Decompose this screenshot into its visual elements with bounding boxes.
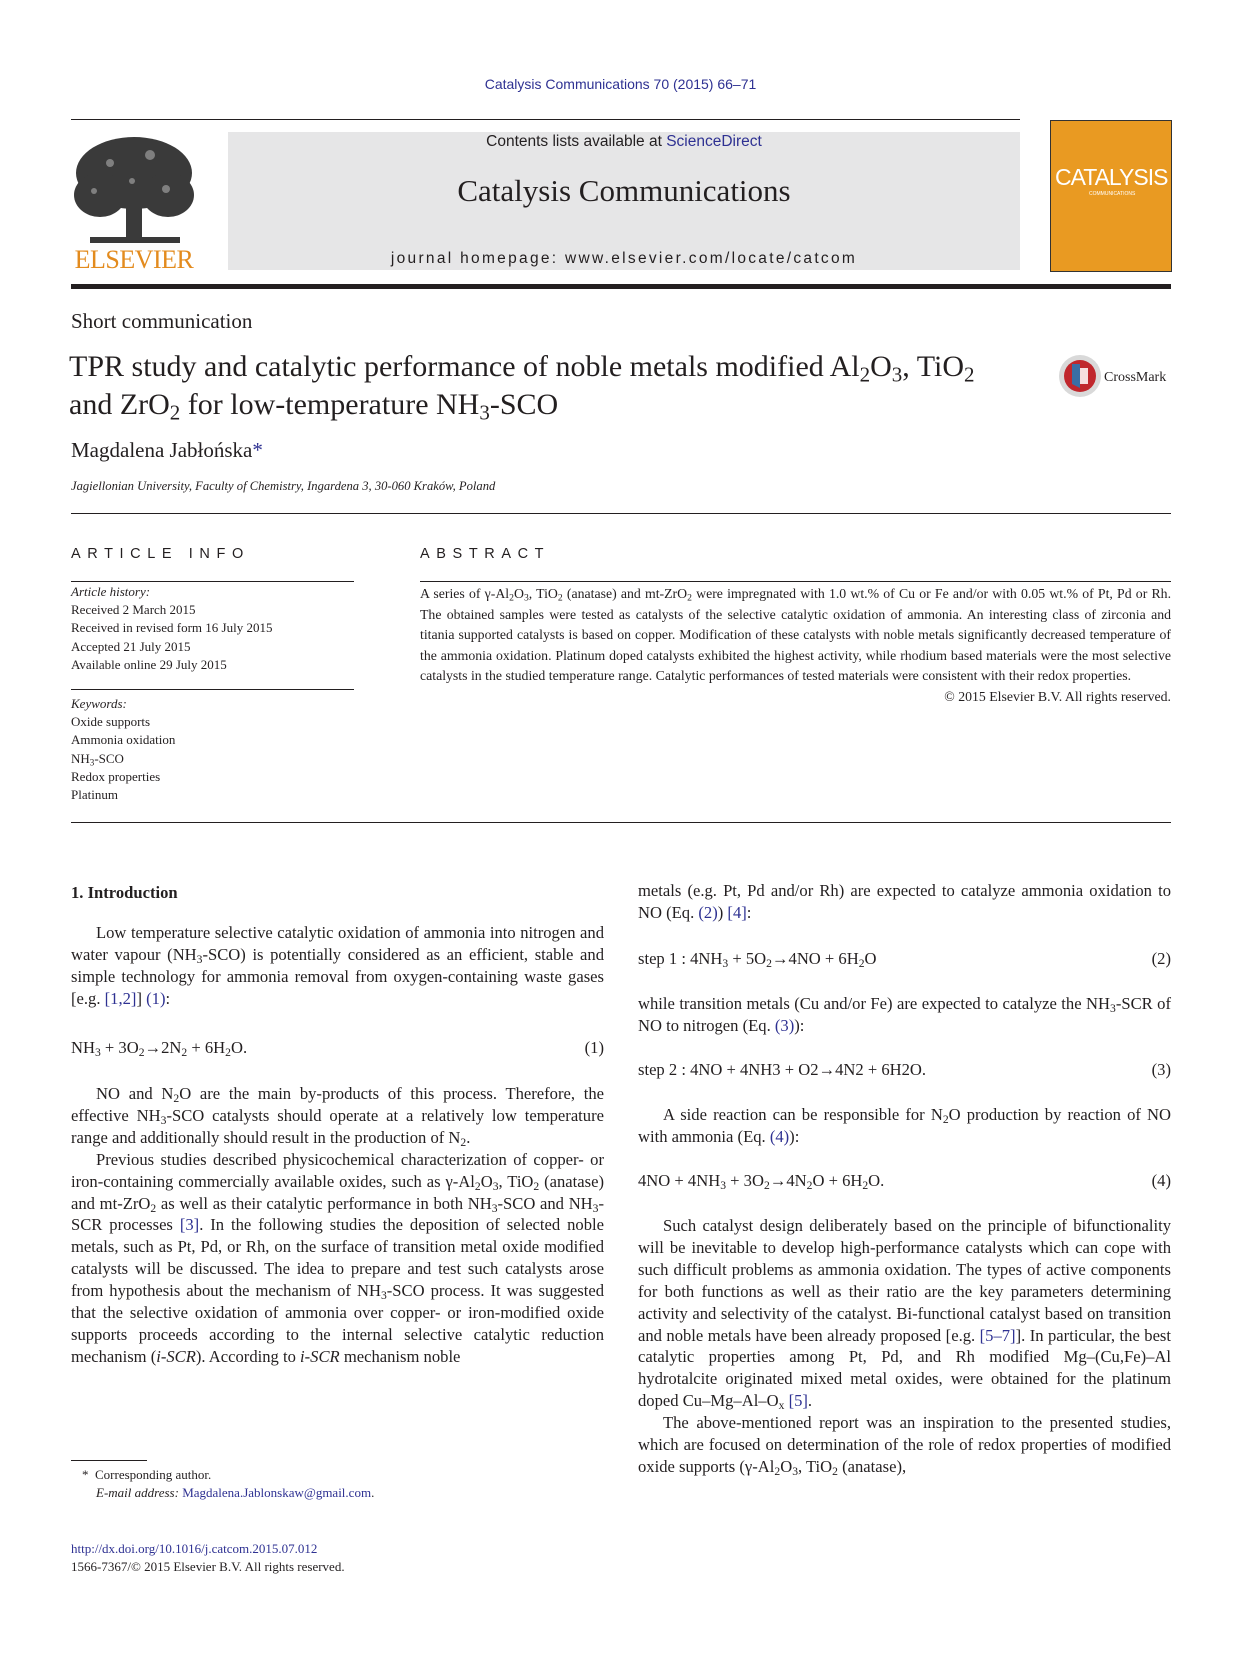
journal-name: Catalysis Communications (457, 173, 791, 208)
footnote-mark: * (82, 1467, 89, 1482)
equation-link[interactable]: (2) (698, 902, 718, 922)
online-date: Available online 29 July 2015 (71, 656, 227, 672)
equation-link[interactable]: (1) (146, 988, 166, 1008)
abstract-body: A series of $\gamma-Al_2O_3$, TiO$_2$ (anatase) and mt-ZrO$_2$ were impregnated with 1.0 wt.% of Cu or Fe and/or with 0.05 wt.% of Pt, Pd or Rh. The obtained samples were tested as catalysts of the selective catalytic oxidation of ammonia. An interesting class of zirconia and titania supported catalysts is based on copper. Modification of these catalysts with noble metals significantly decreased temperature of the ammonia oxidation. Platinum doped catalysts exhibited the highest activity, while rhodium based materials were the most selective catalysts in the studied temperature range. Catalytic performances of tested materials were consistent with their redox properties. © 2015 Elsevier B.V. All rights reserved. (420, 584, 1171, 707)
footnote: * Corresponding author. E-mail address: Magdalena.Jablonskaw@gmail.com. (82, 1467, 375, 1500)
author-affiliation: Jagiellonian University, Faculty of Chemistry, Ingardena 3, 30-060 Kraków, Poland (71, 479, 496, 493)
revised-date: Received in revised form 16 July 2015 (71, 620, 273, 636)
citation-link[interactable]: [3] (179, 1215, 200, 1235)
article-history (71, 583, 354, 674)
divider (71, 822, 1171, 823)
paragraph: Such catalyst design deliberately based on the principle of bifunctionality will be inevitable to develop high-performance catalysts which can cope with such difficult problems as ammonia oxidation. The types of active components for both functions as well as their ratio are the key parameters determining activity and selectivity of the catalyst. Bi-functional catalyst based on transition and noble metals have been already proposed [e.g. [5–7]]. In particular, the best catalytic properties among Pt, Pd, and Rh modified Mg–(Cu,Fe)–Al hydrotalcite originated mixed metal oxides, were obtained for the platinum doped $Cu-Mg-Al-O_x$ [5]. The above-mentioned report was an inspiration to the presented studies, which are focused on determination of the role of redox properties of modified oxide supports ($\gamma-Al_2O_3$, TiO$_2$ (anatase), (638, 1216, 1171, 1478)
accepted-date: Accepted 21 July 2015 (71, 638, 191, 654)
equation-number: (2) (1151, 949, 1171, 968)
cover-subtitle: COMMUNICATIONS (1089, 191, 1136, 197)
elsevier-wordmark: ELSEVIER (74, 245, 194, 274)
equation-link[interactable]: (4) (769, 1126, 790, 1146)
footnote-label: Corresponding author. (95, 1467, 212, 1482)
citation-link[interactable]: [5] (788, 1391, 808, 1411)
keyword: $NH_3$-SCO (71, 750, 124, 767)
equation-1: $NH_3 + 3O_2\to 2N_2 + 6H_2O$. (71, 1038, 248, 1059)
equation-link[interactable]: (3) (774, 1015, 795, 1035)
citation-link[interactable]: [4] (727, 902, 747, 922)
email-label: E-mail address: (96, 1485, 179, 1500)
homepage-url-link[interactable]: www.elsevier.com/locate/catcom (565, 250, 858, 267)
crossmark-label[interactable]: CrossMark (1104, 370, 1167, 385)
equation-number: (4) (1151, 1171, 1171, 1190)
paragraph: while transition metals (Cu and/or Fe) are expected to catalyze the $NH_3$-SCR of NO to nitrogen (Eq. (3)): (638, 994, 1171, 1035)
homepage-prefix: journal homepage: (390, 250, 565, 267)
paragraph: NO and $N_2O$ are the main by-products of this process. Therefore, the effective $NH_3$-SCO catalysts should operate at a relatively low temperature range and additionally should result in the production of $N_2$. Previous studies described physicochemical characterization of copper- or iron-containing commercially available oxides, such as $\gamma-Al_2O_3$, TiO$_2$ (anatase) and mt-ZrO$_2$ as well as their catalytic performance in both $NH_3$-SCO and $NH_3$-SCR processes [3]. In the following studies the deposition of selected noble metals, such as Pt, Pd, or Rh, on the surface of transition metal oxide modified catalysts will be discussed. The idea to prepare and test such catalysts arose from hypothesis about the mechanism of $NH_3$-SCO process. It was suggested that the selective oxidation of ammonia over copper- or iron-modified oxide supports proceeds according to the internal selective catalytic reduction mechanism (i-SCR). According to i-SCR mechanism noble (71, 1084, 605, 1366)
article-type: Short communication (71, 309, 253, 333)
equation-number: (3) (1151, 1060, 1171, 1079)
footer (71, 1540, 345, 1576)
crossmark-badge[interactable] (1058, 354, 1102, 403)
contents-line (228, 133, 1020, 151)
abstract-heading: ABSTRACT (420, 546, 551, 562)
paragraph: metals (e.g. Pt, Pd and/or Rh) are expected to catalyze ammonia oxidation to NO (Eq. (2)) [4]: (638, 881, 1171, 922)
equation-3: step 2 : 4NO + 4NH3 + O2→4N2 + 6H2O. (638, 1060, 927, 1079)
journal-cover-thumbnail[interactable] (1050, 120, 1172, 272)
keyword: Oxide supports (71, 714, 151, 730)
sciencedirect-link[interactable]: ScienceDirect (666, 133, 762, 150)
paragraph: A side reaction can be responsible for $N_2O$ production by reaction of NO with ammonia (Eq. (4)): (638, 1105, 1172, 1146)
doi-link[interactable]: http://dx.doi.org/10.1016/j.catcom.2015.07.012 (71, 1541, 318, 1556)
equation-2: step 1 : $4NH_3 + 5O_2\to 4NO + 6H_2O$ (638, 949, 877, 970)
author-email-link[interactable]: Magdalena.Jablonskaw@gmail.com (182, 1485, 372, 1500)
crossmark-icon (1058, 354, 1102, 398)
author-name[interactable]: Magdalena Jabłońska* (71, 438, 263, 462)
contents-prefix: Contents lists available at (486, 133, 667, 150)
equation-4: $4NO + 4NH_3 + 3O_2\to 4N_2O + 6H_2O$. (638, 1171, 885, 1192)
cover-title: CATALYSIS (1055, 164, 1168, 190)
abstract-copyright: © 2015 Elsevier B.V. All rights reserved. (944, 688, 1171, 704)
issn-copyright: 1566-7367/© 2015 Elsevier B.V. All rights reserved. (71, 1559, 345, 1574)
journal-reference[interactable]: Catalysis Communications 70 (2015) 66–71 (484, 76, 757, 92)
divider (71, 513, 1171, 514)
keywords (71, 695, 354, 804)
corresponding-author-mark[interactable]: * (252, 438, 263, 462)
equation-number: (1) (584, 1038, 604, 1057)
article-info-heading: ARTICLE INFO (71, 546, 250, 562)
citation-link[interactable]: [1,2] (104, 988, 137, 1008)
paragraph: Low temperature selective catalytic oxidation of ammonia into nitrogen and water vapour $(NH_3-SCO)$ is potentially considered as an efficient, stable and simple technology for ammonia removal from oxygen-containing waste gases [e.g. [1,2]] (1): (71, 923, 604, 1008)
header-thick-rule (71, 284, 1171, 289)
article-title: TPR study and catalytic performance of noble metals modified $Al_2O_3$, TiO$_2$ and ZrO$_2$ for low-temperature $NH_3$-SCO (69, 350, 975, 425)
keywords-label: Keywords: (71, 696, 127, 711)
divider (71, 581, 354, 582)
history-label: Article history: (71, 584, 151, 599)
footnote-rule (71, 1460, 147, 1461)
citation-link[interactable]: [5–7] (979, 1325, 1016, 1345)
divider (420, 581, 1171, 582)
divider (71, 689, 354, 690)
journal-homepage (228, 250, 1020, 268)
keyword: Ammonia oxidation (71, 732, 176, 748)
section-heading: 1. Introduction (71, 883, 178, 902)
header-top-rule (71, 119, 1020, 120)
keyword: Redox properties (71, 768, 161, 784)
received-date: Received 2 March 2015 (71, 602, 196, 618)
keyword: Platinum (71, 787, 118, 803)
elsevier-logo (70, 133, 198, 275)
